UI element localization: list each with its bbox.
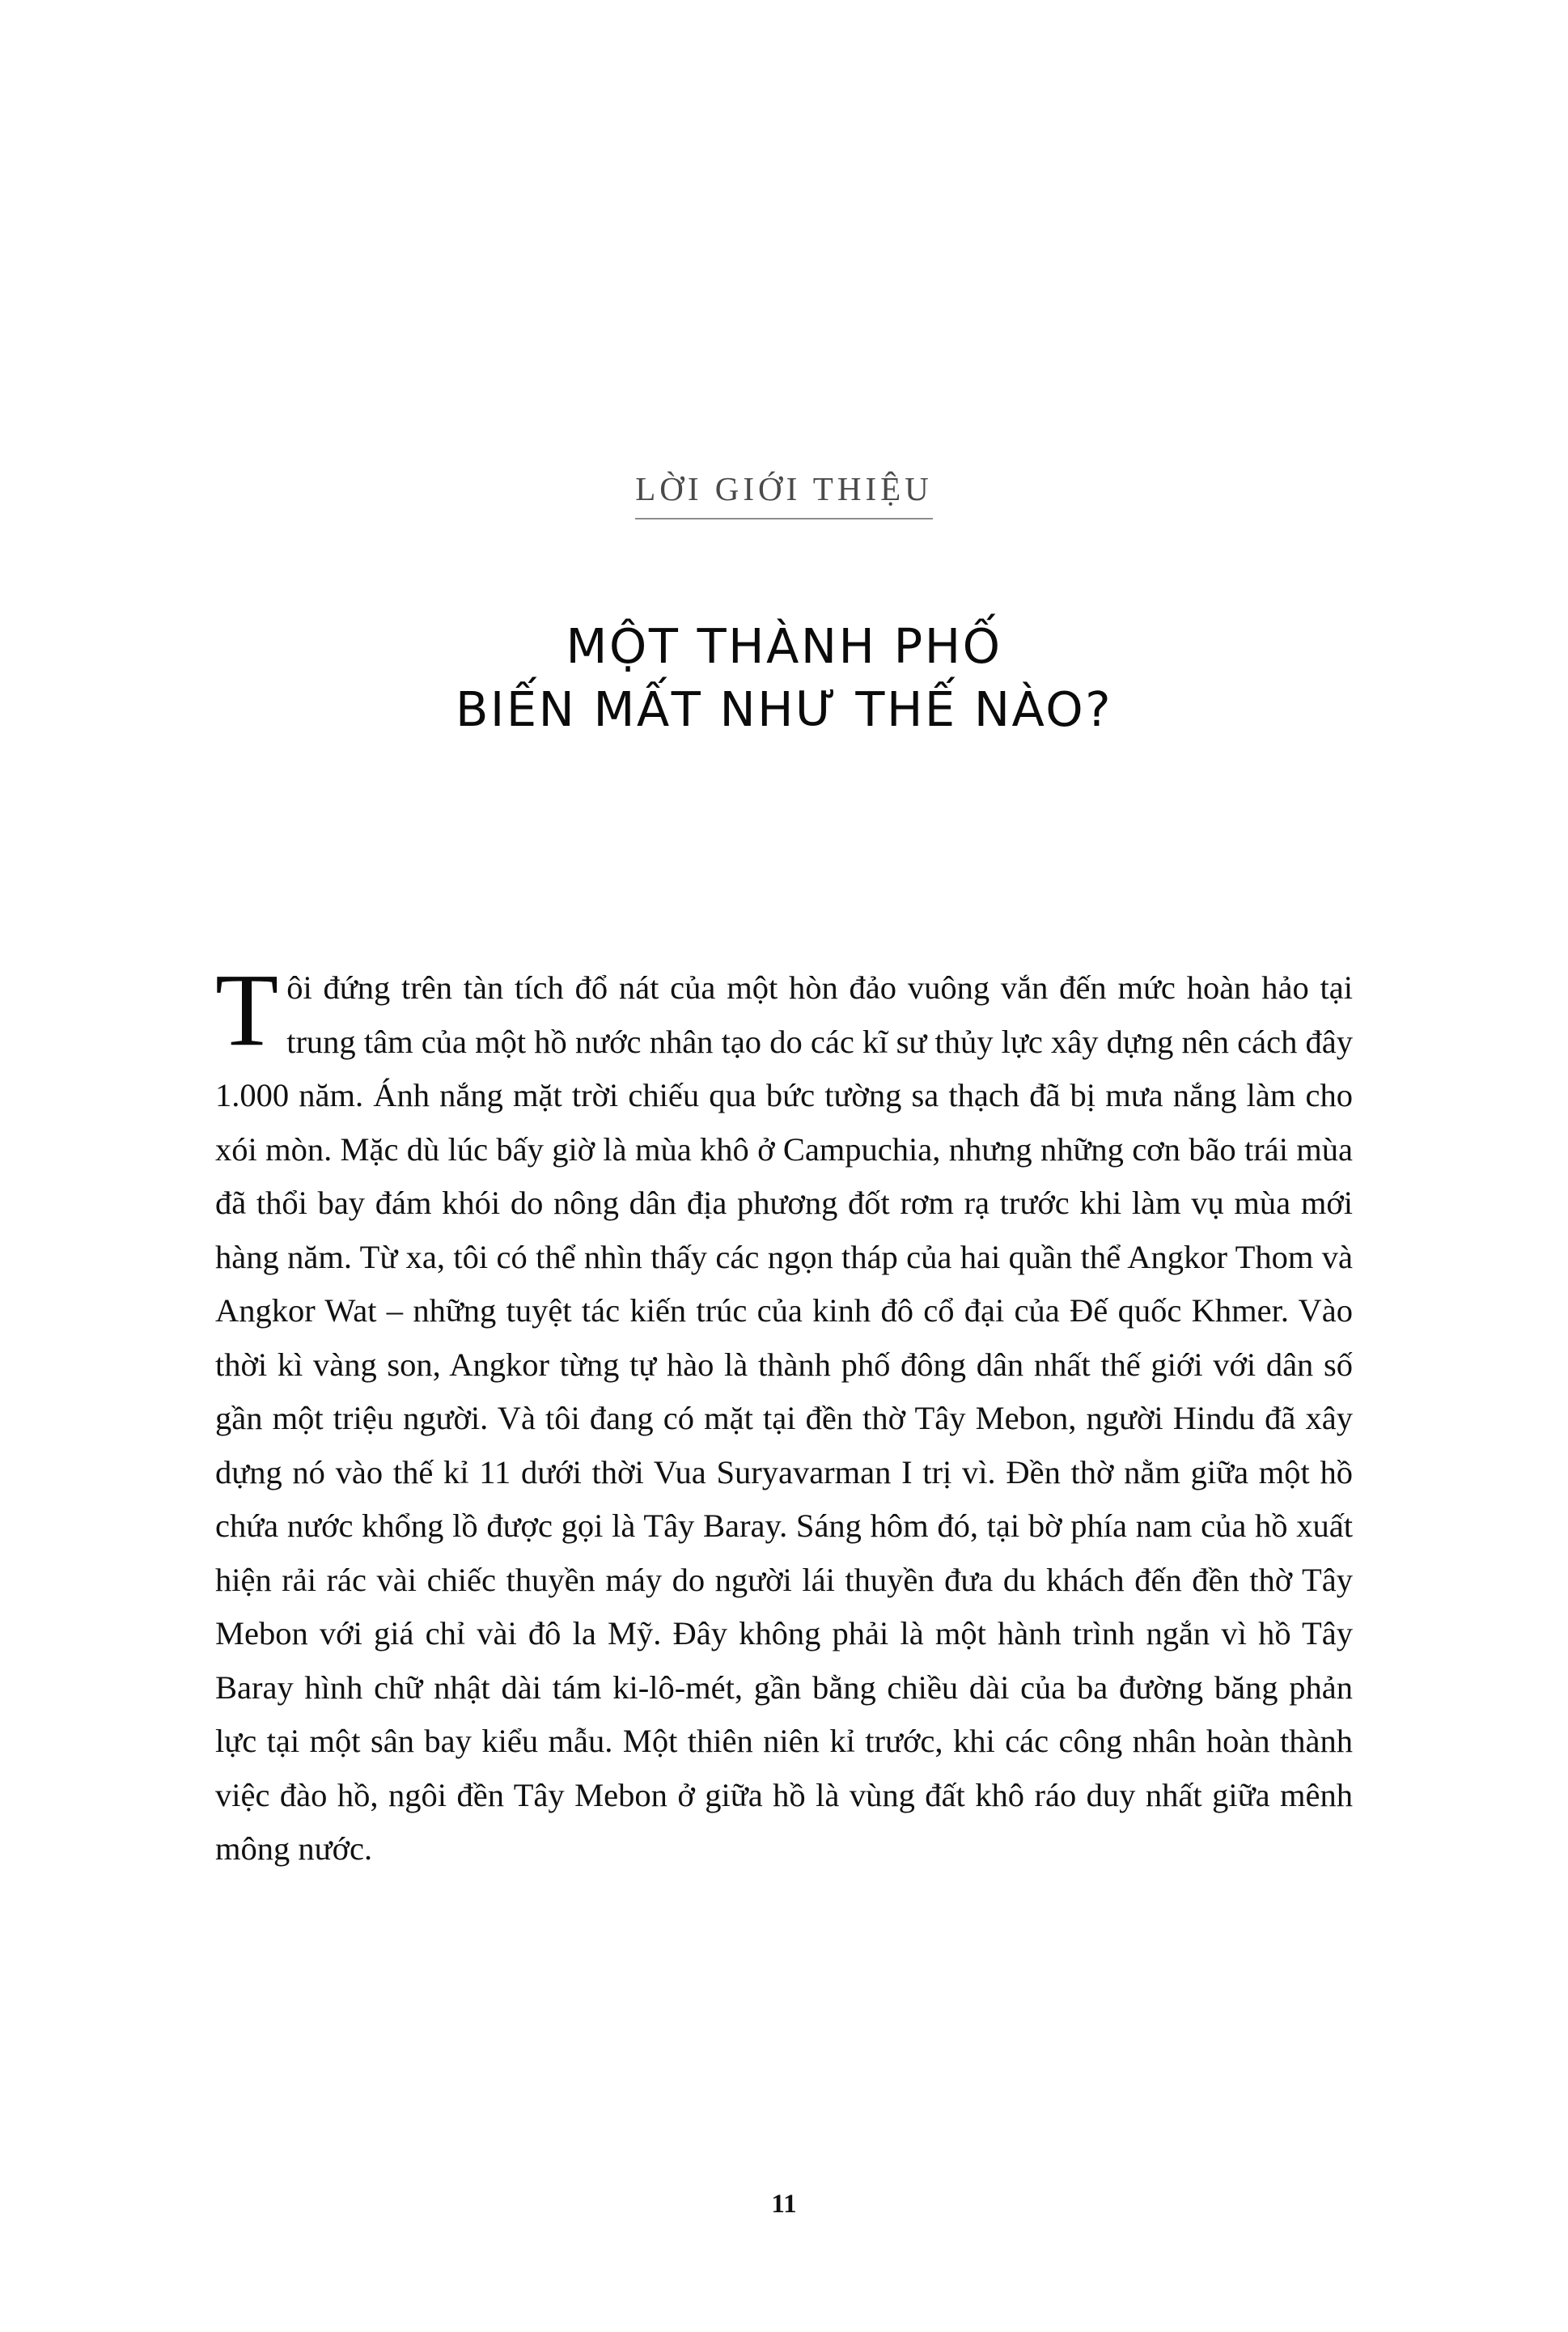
page-content xyxy=(215,0,1353,2332)
body-paragraph: ôi đứng trên tàn tích đổ nát của một hòn đảo vuông vắn đến mức hoàn hảo tại trung tâm của một hồ nước nhân tạo do các kĩ sư thủy lực xây dựng nên cách đây 1.000 năm. Ánh nắng mặt trời chiếu qua bức tường sa thạch đã bị mưa nắng làm cho xói mòn. Mặc dù lúc bấy giờ là mùa khô ở Campuchia, nhưng những cơn bão trái mùa đã thổi bay đám khói do nông dân địa phương đốt rơm rạ trước khi làm vụ mùa mới hàng năm. Từ xa, tôi có thể nhìn thấy các ngọn tháp của hai quần thể Angkor Thom và Angkor Wat – những tuyệt tác kiến trúc của kinh đô cổ đại của Đế quốc Khmer. Vào thời kì vàng son, Angkor từng tự hào là thành phố đông dân nhất thế giới với dân số gần một triệu người. Và tôi đang có mặt tại đền thờ Tây Mebon, người Hindu đã xây dựng nó vào thế kỉ 11 dưới thời Vua Suryavarman I trị vì. Đền thờ nằm giữa một hồ chứa nước khổng lồ được gọi là Tây Baray. Sáng hôm đó, tại bờ phía nam của hồ xuất hiện rải rác vài chiếc thuyền máy do người lái thuyền đưa du khách đến đền thờ Tây Mebon với giá chỉ vài đô la Mỹ. Đây không phải là một hành trình ngắn vì hồ Tây Baray hình chữ nhật dài tám ki-lô-mét, gần bằng chiều dài của ba đường băng phản lực tại một sân bay kiểu mẫu. Một thiên niên kỉ trước, khi các công nhân hoàn thành việc đào hồ, ngôi đền Tây Mebon ở giữa hồ là vùng đất khô ráo duy nhất giữa mênh mông nước. xyxy=(215,969,1353,1867)
drop-cap: T xyxy=(215,952,279,1067)
chapter-title-line-2: BIẾN MẤT NHƯ THẾ NÀO? xyxy=(455,681,1113,738)
page-number: 11 xyxy=(771,2190,797,2219)
body-text xyxy=(215,952,1353,1876)
section-eyebrow-label: LỜI GIỚI THIỆU xyxy=(635,469,933,519)
section-eyebrow xyxy=(215,469,1353,519)
chapter-title xyxy=(215,615,1353,742)
chapter-title-line-1: MỘT THÀNH PHỐ xyxy=(566,618,1002,674)
